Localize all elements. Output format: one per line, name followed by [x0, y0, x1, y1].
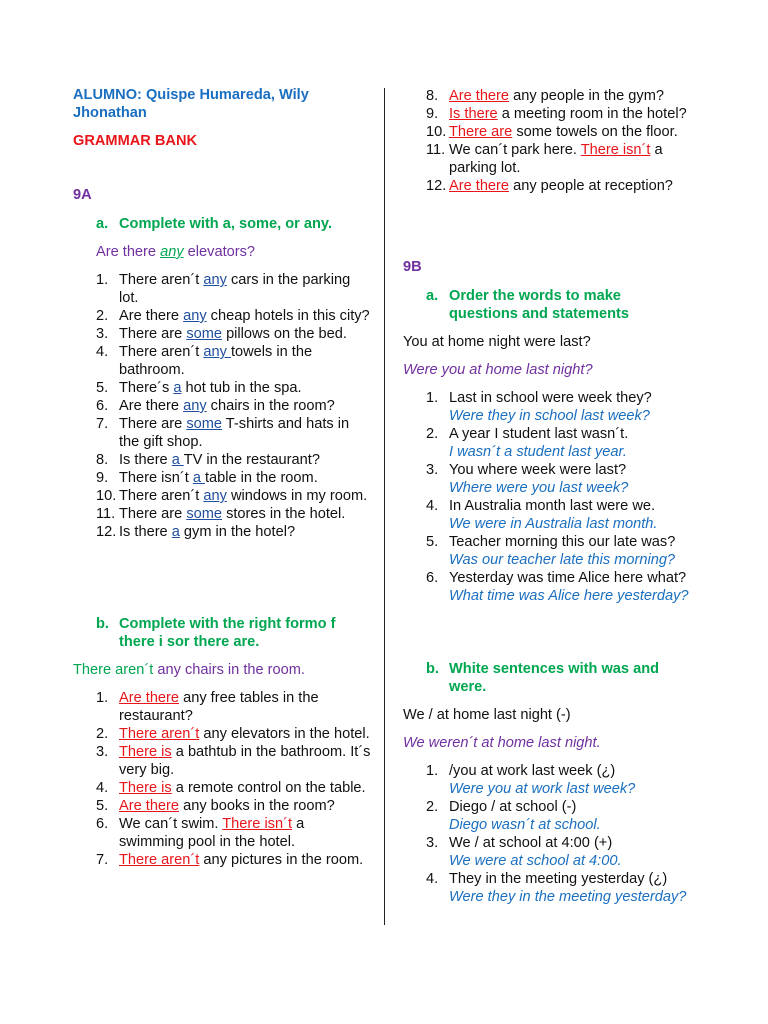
answer-fill: any: [203, 272, 227, 288]
answer-fill: a: [171, 524, 180, 540]
item-number: 4.: [426, 871, 439, 887]
item-question: You where week were last?: [449, 462, 627, 478]
item-number: 6.: [426, 570, 439, 586]
item-text: T-shirts and hats in the gift shop.: [119, 416, 350, 450]
exercise-9a-b-list-part2: [426, 87, 703, 195]
item-number: 2.: [426, 426, 439, 442]
list-item: [426, 798, 703, 834]
list-item: [426, 425, 703, 461]
item-number: 10.: [426, 124, 447, 140]
item-text: towels in the bathroom.: [119, 344, 313, 378]
item-number: 2.: [426, 799, 439, 815]
item-number: 3.: [96, 744, 109, 760]
item-number: 4.: [426, 498, 439, 514]
answer-fill: There aren´t: [119, 852, 200, 868]
item-question: They in the meeting yesterday (¿): [449, 871, 668, 887]
item-text: windows in my room.: [226, 488, 368, 504]
item-number: 3.: [96, 326, 109, 342]
item-number: 5.: [426, 534, 439, 550]
exercise-9b-a-example-question: You at home night were last?: [403, 334, 591, 350]
item-number: 4.: [96, 780, 109, 796]
answer-fill: There is: [119, 780, 172, 796]
item-question: Yesterday was time Alice here what?: [449, 570, 687, 586]
answer-fill: some: [186, 416, 223, 432]
item-text: There aren´t: [119, 344, 204, 360]
item-number: 6.: [96, 816, 109, 832]
item-text: TV in the restaurant?: [183, 452, 320, 468]
answer-fill: There isn´t: [222, 816, 293, 832]
item-question: We / at school at 4:00 (+): [449, 835, 613, 851]
list-item: [426, 762, 703, 798]
item-text: a swimming pool in the hotel.: [119, 816, 305, 850]
item-text: Is there: [119, 524, 172, 540]
item-text: gym in the hotel?: [179, 524, 296, 540]
exercise-9a-a-example: Are there any elevators?: [96, 244, 256, 260]
item-number: 1.: [96, 272, 109, 288]
answer-fill: a: [173, 380, 182, 396]
item-text: any free tables in the restaurant?: [119, 690, 319, 724]
item-text: pillows on the bed.: [222, 326, 347, 342]
item-number: 12.: [426, 178, 447, 194]
answer-fill: Are there: [449, 88, 510, 104]
list-item: [96, 505, 373, 523]
list-item: [426, 497, 703, 533]
item-number: 9.: [96, 470, 109, 486]
exercise-9a-b-list-part1: [96, 689, 373, 869]
item-text: There are: [119, 326, 187, 342]
item-text: a remote control on the table.: [171, 780, 366, 796]
item-number: 1.: [96, 690, 109, 706]
item-answer: Was our teacher late this morning?: [449, 552, 676, 568]
list-item: [96, 725, 373, 743]
item-answer: Were they in school last week?: [449, 408, 650, 424]
column-divider: [384, 88, 385, 925]
item-text: cheap hotels in this city?: [206, 308, 370, 324]
answer-fill: Are there: [119, 798, 180, 814]
item-number: 7.: [96, 852, 109, 868]
answer-fill: any: [183, 398, 207, 414]
list-item: [96, 325, 373, 343]
item-text: chairs in the room?: [206, 398, 335, 414]
item-number: 6.: [96, 398, 109, 414]
exercise-9a-a-instruction: a. Complete with a, some, or any.: [96, 216, 333, 232]
item-text: a parking lot.: [449, 142, 663, 176]
item-text: stores in the hotel.: [222, 506, 346, 522]
list-item: [96, 779, 373, 797]
answer-fill: some: [186, 506, 223, 522]
item-answer: Were you at work last week?: [449, 781, 636, 797]
item-text: any people in the gym?: [509, 88, 664, 104]
student-name: ALUMNO: Quispe Humareda, Wily Jhonathan: [73, 87, 309, 121]
exercise-9b-b-list: [426, 762, 703, 906]
list-item: [96, 271, 373, 307]
item-text: There isn´t: [119, 470, 193, 486]
item-number: 11.: [96, 506, 116, 522]
item-text: cars in the parking lot.: [119, 272, 351, 306]
answer-fill: a: [192, 470, 205, 486]
section-9a-label: 9A: [73, 187, 92, 203]
answer-fill: any: [203, 344, 231, 360]
item-number: 9.: [426, 106, 439, 122]
list-item: [96, 343, 373, 379]
item-answer: Diego wasn´t at school.: [449, 817, 601, 833]
answer-fill: any: [203, 488, 227, 504]
answer-fill: Are there: [119, 690, 180, 706]
item-number: 5.: [96, 380, 109, 396]
answer-fill: any: [183, 308, 207, 324]
item-text: any people at reception?: [509, 178, 673, 194]
list-item: [426, 141, 703, 177]
list-item: [96, 851, 373, 869]
item-number: 3.: [426, 835, 439, 851]
item-question: /you at work last week (¿): [449, 763, 616, 779]
list-item: [96, 415, 373, 451]
item-question: In Australia month last were we.: [449, 498, 656, 514]
item-text: Is there: [119, 452, 172, 468]
item-text: a bathtub in the bathroom. It´s very big.: [119, 744, 371, 778]
item-text: Are there: [119, 398, 184, 414]
item-number: 1.: [426, 763, 439, 779]
item-text: table in the room.: [204, 470, 318, 486]
item-text: There are: [119, 506, 187, 522]
item-text: a meeting room in the hotel?: [497, 106, 687, 122]
exercise-9a-b-example: There aren´t any chairs in the room.: [73, 662, 305, 678]
item-number: 11.: [426, 142, 446, 158]
list-item: [426, 533, 703, 569]
list-item: [426, 87, 703, 105]
item-number: 10.: [96, 488, 117, 504]
item-number: 2.: [96, 308, 109, 324]
answer-fill: a: [171, 452, 184, 468]
list-item: [96, 469, 373, 487]
answer-fill: There are: [449, 124, 513, 140]
list-item: [426, 870, 703, 906]
list-item: [96, 379, 373, 397]
exercise-9b-b-example-question: We / at home last night (-): [403, 707, 571, 723]
item-text: any elevators in the hotel.: [199, 726, 370, 742]
item-answer: What time was Alice here yesterday?: [449, 588, 689, 604]
exercise-9b-b-example-answer: We weren´t at home last night.: [403, 735, 601, 751]
item-text: There aren´t: [119, 272, 204, 288]
answer-fill: There isn´t: [580, 142, 651, 158]
list-item: [426, 123, 703, 141]
section-9b-label: 9B: [403, 259, 422, 275]
item-text: some towels on the floor.: [512, 124, 678, 140]
item-text: hot tub in the spa.: [181, 380, 302, 396]
item-question: Last in school were week they?: [449, 390, 652, 406]
list-item: [96, 797, 373, 815]
list-item: [426, 389, 703, 425]
exercise-9b-a-instruction: a. Order the words to make questions and statements: [426, 288, 630, 322]
list-item: [96, 815, 373, 851]
item-text: There´s: [119, 380, 174, 396]
answer-fill: There aren´t: [119, 726, 200, 742]
answer-fill: some: [186, 326, 223, 342]
item-text: Are there: [119, 308, 184, 324]
item-number: 1.: [426, 390, 439, 406]
exercise-9b-a-example-answer: Were you at home last night?: [403, 362, 593, 378]
list-item: [96, 523, 373, 541]
exercise-9a-b-instruction: b. Complete with the right formo f there i sor there are.: [96, 616, 336, 650]
list-item: [426, 177, 703, 195]
item-answer: We were at school at 4:00.: [449, 853, 622, 869]
list-item: [426, 461, 703, 497]
list-item: [96, 743, 373, 779]
list-item: [426, 569, 703, 605]
list-item: [96, 307, 373, 325]
list-item: [426, 834, 703, 870]
list-item: [96, 487, 373, 505]
item-number: 5.: [96, 798, 109, 814]
exercise-9b-a-list: [426, 389, 703, 605]
item-number: 2.: [96, 726, 109, 742]
item-answer: We were in Australia last month.: [449, 516, 658, 532]
answer-fill: Is there: [449, 106, 498, 122]
item-number: 12.: [96, 524, 117, 540]
list-item: [96, 689, 373, 725]
grammar-bank-heading: GRAMMAR BANK: [73, 133, 198, 149]
item-question: A year I student last wasn´t.: [449, 426, 629, 442]
item-answer: I wasn´t a student last year.: [449, 444, 627, 460]
item-text: We can´t swim.: [119, 816, 223, 832]
item-text: any books in the room?: [179, 798, 335, 814]
answer-fill: There is: [119, 744, 172, 760]
list-item: [96, 397, 373, 415]
item-text: There aren´t: [119, 488, 204, 504]
list-item: [96, 451, 373, 469]
item-text: There are: [119, 416, 187, 432]
item-number: 8.: [426, 88, 439, 104]
exercise-9b-b-instruction: b. White sentences with was and were.: [426, 661, 660, 695]
item-question: Diego / at school (-): [449, 799, 577, 815]
item-text: any pictures in the room.: [199, 852, 364, 868]
item-text: We can´t park here.: [449, 142, 581, 158]
item-answer: Were they in the meeting yesterday?: [449, 889, 687, 905]
item-number: 8.: [96, 452, 109, 468]
exercise-9a-a-list: [96, 271, 373, 541]
item-answer: Where were you last week?: [449, 480, 629, 496]
item-number: 7.: [96, 416, 109, 432]
answer-fill: Are there: [449, 178, 510, 194]
item-question: Teacher morning this our late was?: [449, 534, 676, 550]
list-item: [426, 105, 703, 123]
item-number: 3.: [426, 462, 439, 478]
item-number: 4.: [96, 344, 109, 360]
